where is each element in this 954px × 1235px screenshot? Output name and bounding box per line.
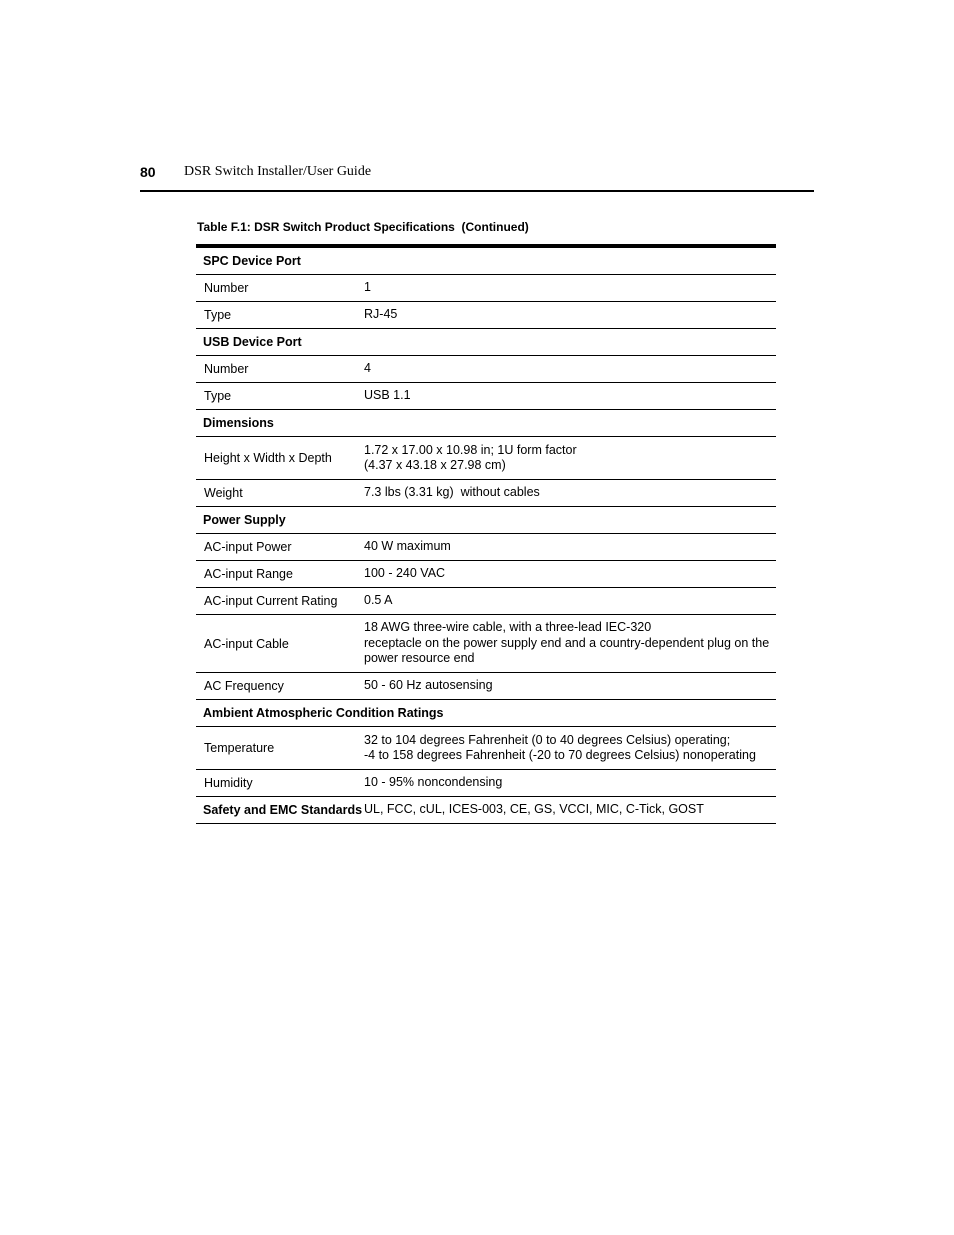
value-line: receptacle on the power supply end and a country-dependent plug on the [364, 635, 770, 650]
row-label: Type [204, 389, 232, 403]
value-line: (4.37 x 43.18 x 27.98 cm) [364, 458, 506, 472]
table-row [196, 437, 776, 480]
row-value [364, 437, 776, 479]
section-dimensions: Dimensions [196, 410, 776, 437]
row-label: Type [204, 308, 232, 322]
table-row [196, 275, 776, 302]
table-row [196, 770, 776, 797]
row-label: Weight [204, 486, 243, 500]
value-line: power resource end [364, 651, 475, 666]
row-value: 4 [364, 361, 371, 376]
row-value: 7.3 lbs (3.31 kg) without cables [364, 485, 540, 500]
table-row [196, 302, 776, 329]
row-label: AC-input Current Rating [204, 594, 338, 608]
table-row [196, 534, 776, 561]
row-value: 50 - 60 Hz autosensing [364, 678, 493, 693]
table-row [196, 561, 776, 588]
page-header [140, 162, 814, 192]
table-row [196, 383, 776, 410]
row-label: Number [204, 362, 249, 376]
row-value [364, 727, 776, 769]
row-label: AC-input Power [204, 540, 292, 554]
table-caption: Table F.1: DSR Switch Product Specifications (Continued) [197, 220, 529, 234]
row-label: Number [204, 281, 249, 295]
row-value: 10 - 95% noncondensing [364, 775, 503, 790]
row-label: AC-input Cable [204, 636, 289, 651]
row-label: Height x Width x Depth [204, 451, 332, 465]
row-value: 40 W maximum [364, 539, 451, 554]
table-row [196, 356, 776, 383]
section-ambient-conditions: Ambient Atmospheric Condition Ratings [196, 700, 776, 727]
page-number: 80 [140, 164, 156, 180]
value-line: 1.72 x 17.00 x 10.98 in; 1U form factor [364, 442, 577, 457]
value-line: -4 to 158 degrees Fahrenheit (-20 to 70 degrees Celsius) nonoperating [364, 748, 756, 762]
running-title: DSR Switch Installer/User Guide [184, 164, 372, 179]
row-value: 0.5 A [364, 593, 393, 608]
specifications-table [196, 244, 776, 824]
section-usb-device-port: USB Device Port [196, 329, 776, 356]
row-value: 100 - 240 VAC [364, 566, 446, 581]
value-line: 18 AWG three-wire cable, with a three-lead IEC-320 [364, 620, 652, 635]
row-value: USB 1.1 [364, 388, 411, 403]
table-row [196, 615, 776, 673]
table-row [196, 673, 776, 700]
section-power-supply: Power Supply [196, 507, 776, 534]
row-label: Safety and EMC Standards [203, 803, 363, 817]
row-value: RJ-45 [364, 307, 398, 322]
value-line: 32 to 104 degrees Fahrenheit (0 to 40 degrees Celsius) operating; [364, 732, 731, 747]
table-row-safety [196, 797, 776, 824]
row-value [364, 615, 776, 672]
section-spc-device-port: SPC Device Port [196, 248, 776, 275]
row-label: AC-input Range [204, 567, 293, 581]
table-row [196, 727, 776, 770]
row-label: Humidity [204, 776, 253, 790]
table-row [196, 480, 776, 507]
row-label: Temperature [204, 741, 275, 755]
row-value: UL, FCC, cUL, ICES-003, CE, GS, VCCI, MIC, C-Tick, GOST [364, 802, 704, 817]
table-row [196, 588, 776, 615]
row-label: AC Frequency [204, 679, 284, 693]
row-value: 1 [364, 280, 371, 295]
